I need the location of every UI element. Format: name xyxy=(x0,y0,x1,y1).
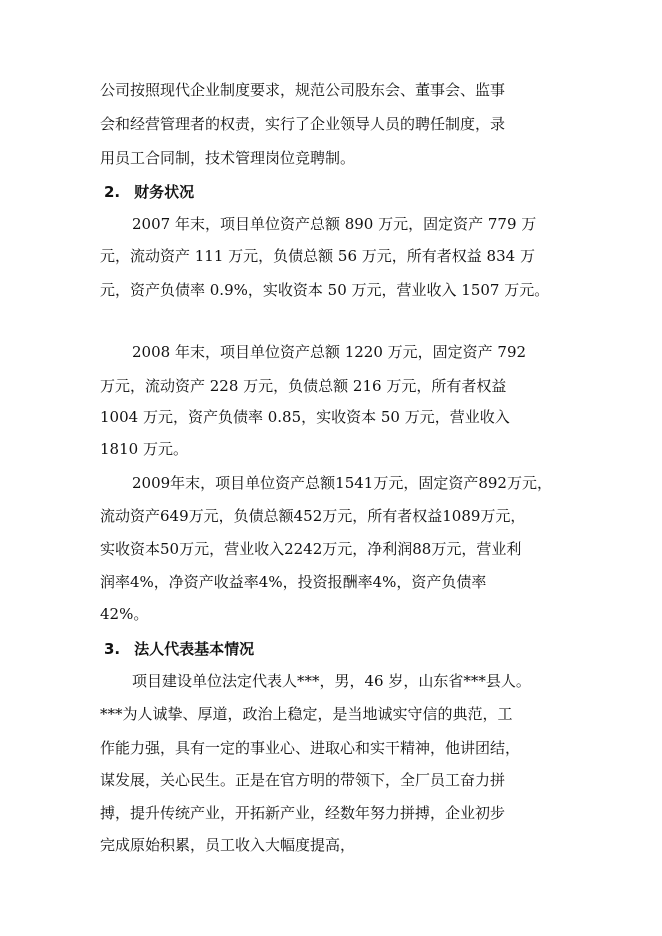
section-3-title: 法人代表基本情况 xyxy=(134,640,255,658)
section-3-line-6: 完成原始积累，员工收入大幅度提高， xyxy=(100,836,356,854)
section-3-line-5: 搏，提升传统产业，开拓新产业，经数年努力拼搏，企业初步 xyxy=(100,804,506,822)
paragraph-2009-line-1: 2009年末，项目单位资产总额1541万元，固定资产892万元， xyxy=(132,474,552,492)
paragraph-2008-line-1: 2008 年末，项目单位资产总额 1220 万元，固定资产 792 xyxy=(132,343,527,361)
section-2-number: 2. xyxy=(104,183,121,201)
paragraph-2009-line-3: 实收资本50万元，营业收入2242万元，净利润88万元，营业利 xyxy=(100,540,522,558)
paragraph-2009-line-5: 42%。 xyxy=(100,605,149,623)
paragraph-2008-line-2: 万元，流动资产 228 万元，负债总额 216 万元，所有者权益 xyxy=(100,377,507,395)
section-2-title: 财务状况 xyxy=(134,183,195,201)
section-3-heading xyxy=(104,640,254,658)
section-3-line-3: 作能力强，具有一定的事业心、进取心和实干精神，他讲团结， xyxy=(100,739,521,757)
intro-line-3: 用员工合同制，技术管理岗位竞聘制。 xyxy=(100,149,356,167)
paragraph-2007-line-3: 元，资产负债率 0.9%，实收资本 50 万元，营业收入 1507 万元。 xyxy=(100,281,550,299)
intro-line-1: 公司按照现代企业制度要求，规范公司股东会、董事会、监事 xyxy=(100,81,506,99)
section-3-line-1: 项目建设单位法定代表人***，男，46 岁，山东省***县人。 xyxy=(132,672,531,690)
paragraph-2009-line-2: 流动资产649万元，负债总额452万元，所有者权益1089万元， xyxy=(100,507,526,525)
paragraph-2008-line-4: 1810 万元。 xyxy=(100,440,188,458)
section-3-line-2: ***为人诚挚、厚道，政治上稳定，是当地诚实守信的典范，工 xyxy=(100,705,513,723)
paragraph-2008-line-3: 1004 万元，资产负债率 0.85，实收资本 50 万元，营业收入 xyxy=(100,408,510,426)
paragraph-2007-line-2: 元，流动资产 111 万元，负债总额 56 万元，所有者权益 834 万 xyxy=(100,247,535,265)
paragraph-2009-line-4: 润率4%，净资产收益率4%，投资报酬率4%，资产负债率 xyxy=(100,573,487,591)
section-3-number: 3. xyxy=(104,640,121,658)
section-3-line-4: 谋发展，关心民生。正是在官方明的带领下，全厂员工奋力拼 xyxy=(100,771,506,789)
intro-line-2: 会和经营管理者的权责，实行了企业领导人员的聘任制度，录 xyxy=(100,115,506,133)
paragraph-2007-line-1: 2007 年末，项目单位资产总额 890 万元，固定资产 779 万 xyxy=(132,215,537,233)
section-2-heading xyxy=(104,183,194,201)
